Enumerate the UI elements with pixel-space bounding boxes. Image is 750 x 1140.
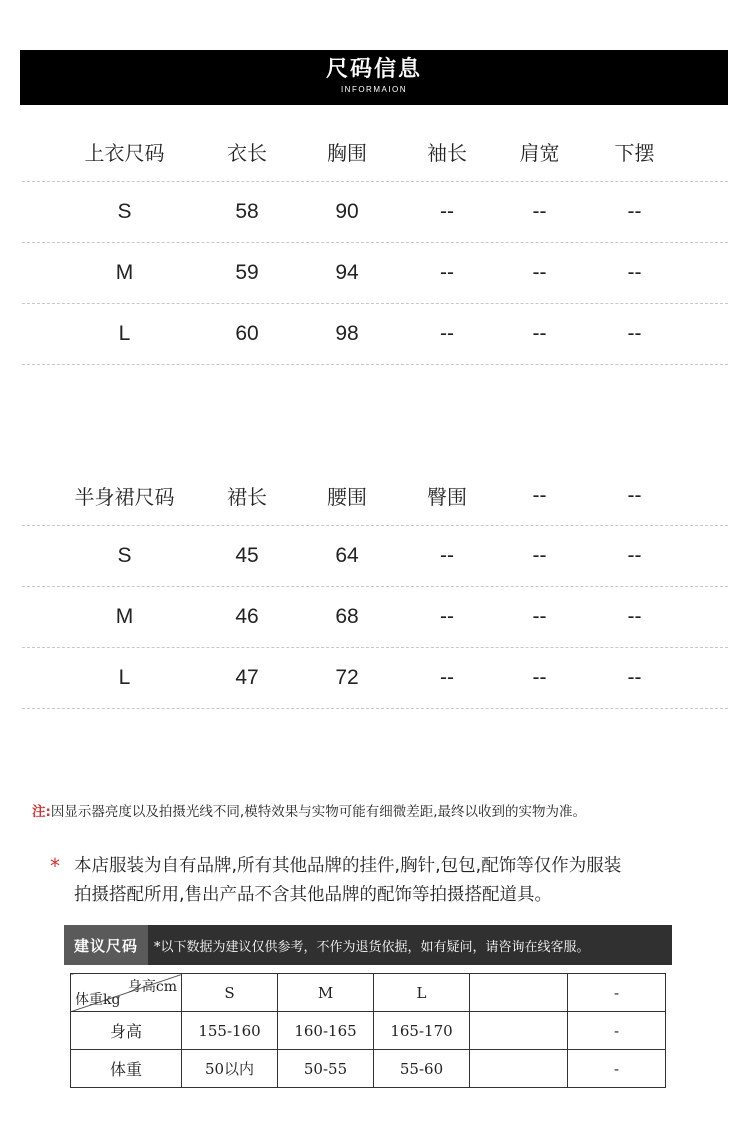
brand-note: [50, 852, 730, 910]
diagonal-header-cell: [71, 974, 182, 1012]
table-cell: 50-55: [278, 1050, 374, 1088]
header-cell: 臀围: [427, 485, 467, 509]
table-cell: --: [440, 200, 454, 223]
table-cell: --: [440, 261, 454, 284]
table-cell: --: [627, 322, 642, 345]
header-cell: --: [532, 483, 547, 507]
table-cell: -: [568, 1050, 666, 1088]
table-cell: 68: [335, 605, 359, 628]
table-cell: --: [440, 544, 454, 567]
table-row: [22, 304, 728, 365]
table-cell: 45: [235, 544, 259, 567]
table-header-row: [22, 466, 728, 526]
header-cell: 衣长: [227, 141, 267, 165]
row-label: 身高: [71, 1012, 182, 1050]
table-cell: --: [532, 666, 547, 689]
table-cell: 59: [235, 261, 259, 284]
table-cell: --: [532, 544, 547, 567]
header-cell: S: [182, 974, 278, 1012]
table-cell: --: [627, 261, 642, 284]
banner-title: 尺码信息: [325, 57, 422, 82]
table-cell: 90: [335, 200, 359, 223]
table-cell: --: [627, 666, 642, 689]
table-row: [22, 526, 728, 587]
header-cell: [470, 974, 568, 1012]
header-cell: 下摆: [614, 141, 655, 165]
size-cell: M: [115, 261, 134, 284]
header-cell: 袖长: [427, 141, 467, 165]
row-label: 体重: [71, 1050, 182, 1088]
header-cell: 腰围: [327, 485, 367, 509]
recommend-label: 建议尺码: [64, 925, 148, 965]
table-cell: 160-165: [278, 1012, 374, 1050]
table-cell: --: [627, 605, 642, 628]
table-row: [22, 243, 728, 304]
table-cell: --: [532, 261, 547, 284]
size-cell: L: [118, 666, 131, 689]
table-cell: --: [532, 322, 547, 345]
note-prefix: 注:: [32, 804, 51, 820]
header-cell: L: [374, 974, 470, 1012]
size-cell: L: [118, 322, 131, 345]
table-cell: --: [532, 200, 547, 223]
asterisk-icon: *: [50, 854, 60, 878]
header-cell: 肩宽: [519, 141, 560, 165]
brand-note-line: 拍摄搭配所用,售出产品不含其他品牌的配饰等拍摄搭配道具。: [74, 885, 553, 905]
table-cell: 47: [235, 666, 259, 689]
table-cell: 155-160: [182, 1012, 278, 1050]
recommend-bar: [64, 925, 672, 965]
note-text: 因显示器亮度以及拍摄光线不同,模特效果与实物可能有细微差距,最终以收到的实物为准。: [50, 804, 586, 820]
table-row: [71, 1050, 666, 1088]
skirt-size-table: [22, 466, 728, 709]
weight-unit-label: 体重kg: [75, 992, 121, 1008]
table-cell: 72: [335, 666, 359, 689]
table-cell: 64: [335, 544, 359, 567]
table-cell: 46: [235, 605, 259, 628]
banner-subtitle: INFORMAION: [340, 85, 408, 94]
brand-note-line: 本店服装为自有品牌,所有其他品牌的挂件,胸针,包包,配饰等仅作为服装: [74, 856, 622, 876]
header-cell: -: [568, 974, 666, 1012]
table-cell: --: [627, 200, 642, 223]
display-disclaimer-note: [32, 800, 586, 820]
size-cell: S: [117, 200, 132, 223]
recommend-table: [70, 973, 666, 1088]
table-header-row: [71, 974, 666, 1012]
recommend-description: *以下数据为建议仅供参考，不作为退货依据，如有疑问，请咨询在线客服。: [154, 939, 590, 955]
table-cell: --: [440, 666, 454, 689]
table-cell: -: [568, 1012, 666, 1050]
table-cell: --: [440, 322, 454, 345]
table-row: [22, 648, 728, 709]
table-cell: 165-170: [374, 1012, 470, 1050]
table-cell: 55-60: [374, 1050, 470, 1088]
table-cell: 94: [335, 261, 359, 284]
table-row: [22, 182, 728, 243]
table-cell: --: [532, 605, 547, 628]
size-cell: S: [117, 544, 132, 567]
table-cell: 60: [235, 322, 259, 345]
size-cell: M: [115, 605, 134, 628]
table-cell: [470, 1012, 568, 1050]
header-cell: 上衣尺码: [84, 141, 165, 165]
top-size-table: [22, 122, 728, 365]
info-banner: [20, 50, 728, 105]
table-cell: 98: [335, 322, 359, 345]
header-cell: M: [278, 974, 374, 1012]
table-cell: --: [627, 544, 642, 567]
header-cell: 裙长: [227, 485, 267, 509]
table-cell: 50以内: [182, 1050, 278, 1088]
table-row: [22, 587, 728, 648]
table-cell: [470, 1050, 568, 1088]
table-row: [71, 1012, 666, 1050]
table-header-row: [22, 122, 728, 182]
table-cell: 58: [235, 200, 259, 223]
header-cell: 胸围: [327, 141, 367, 165]
header-cell: --: [627, 483, 642, 507]
height-unit-label: 身高cm: [127, 979, 177, 995]
table-cell: --: [440, 605, 454, 628]
header-cell: 半身裙尺码: [74, 485, 175, 509]
